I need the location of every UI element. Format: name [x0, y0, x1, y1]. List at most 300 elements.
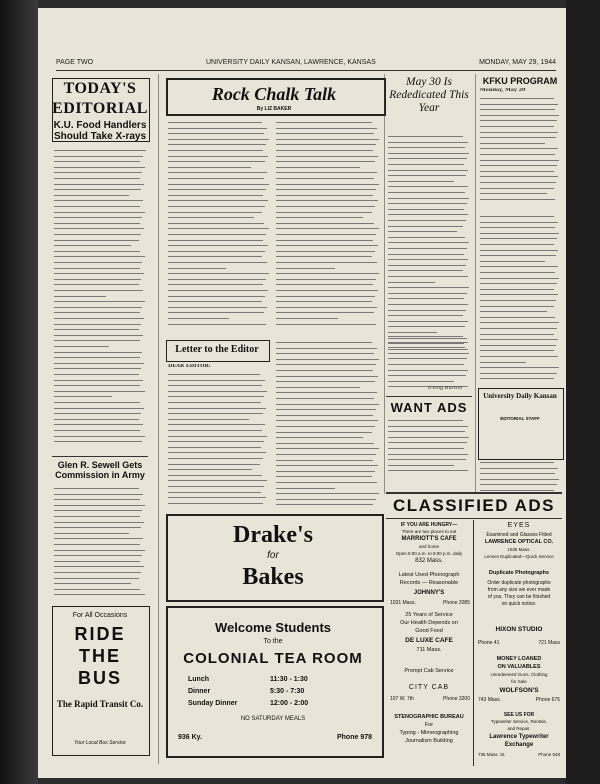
text-line — [168, 245, 268, 246]
text-line — [388, 181, 454, 182]
text-line — [54, 391, 145, 392]
drakes-line-1: Drake's — [233, 522, 313, 548]
text-line — [168, 396, 264, 397]
text-line — [54, 408, 144, 409]
text-line — [388, 164, 464, 165]
text-line — [276, 139, 379, 140]
text-line — [480, 233, 559, 234]
cab-l4: Phone 3200 — [443, 696, 470, 702]
text-line — [276, 234, 376, 235]
text-line — [54, 578, 139, 579]
deluxe-l5: 711 Mass. — [416, 647, 442, 653]
sunday-time: 12:00 - 2:00 — [270, 700, 309, 707]
text-line — [276, 415, 373, 416]
text-line — [54, 200, 143, 201]
text-line — [168, 251, 265, 252]
classified-top-rule — [386, 492, 562, 494]
text-line — [54, 385, 140, 386]
text-line — [276, 420, 378, 421]
text-line — [276, 342, 372, 343]
text-line — [276, 437, 363, 438]
text-line — [54, 318, 144, 319]
text-line — [276, 296, 375, 297]
text-line — [388, 336, 463, 337]
text-line — [388, 437, 469, 438]
text-line — [480, 244, 554, 245]
kansan-subscription — [480, 460, 560, 496]
text-line — [480, 339, 558, 340]
text-line — [388, 136, 463, 137]
text-line — [388, 231, 457, 232]
text-line — [54, 195, 129, 196]
text-line — [54, 234, 141, 235]
text-line — [54, 566, 144, 567]
text-line — [276, 212, 372, 213]
text-line — [480, 328, 557, 329]
text-line — [168, 458, 263, 459]
text-line — [168, 240, 263, 241]
text-line — [168, 469, 252, 470]
text-line — [276, 392, 377, 393]
text-line — [168, 228, 269, 229]
text-line — [54, 561, 140, 562]
cab-l1: Prompt Cab Service — [404, 668, 454, 674]
text-line — [276, 301, 372, 302]
text-line — [276, 273, 379, 274]
text-line — [276, 189, 376, 190]
text-line — [388, 242, 469, 243]
letter-title: Letter to the Editor — [175, 344, 259, 355]
text-line — [168, 189, 266, 190]
text-line — [388, 459, 466, 460]
text-line — [168, 290, 268, 291]
text-line — [54, 544, 140, 545]
text-line — [276, 476, 372, 477]
text-line — [54, 312, 140, 313]
money-l6: 743 Mass. — [478, 697, 502, 703]
text-line — [388, 342, 468, 343]
text-line — [388, 293, 467, 294]
rock-chalk-col-2 — [276, 120, 380, 332]
scan-left-edge — [0, 0, 38, 784]
text-line — [276, 133, 374, 134]
text-line — [276, 404, 379, 405]
lunch-time: 11:30 - 1:30 — [270, 676, 308, 683]
text-line — [276, 279, 376, 280]
text-line — [168, 475, 262, 476]
text-line — [388, 192, 465, 193]
text-line — [480, 171, 554, 172]
text-line — [276, 156, 378, 157]
text-line — [54, 363, 144, 364]
text-line — [480, 484, 557, 485]
text-line — [168, 144, 266, 145]
text-line — [276, 426, 375, 427]
typewriter-l5: Exchange — [504, 742, 534, 748]
text-line — [54, 368, 141, 369]
text-line — [480, 300, 556, 301]
text-line — [388, 298, 464, 299]
text-line — [54, 505, 145, 506]
text-line — [480, 362, 526, 363]
text-line — [480, 378, 554, 379]
text-line — [54, 256, 145, 257]
text-line — [388, 170, 468, 171]
text-line — [168, 284, 263, 285]
text-line — [54, 217, 142, 218]
records-l3: JOHNNY'S — [413, 590, 445, 596]
text-line — [54, 240, 139, 241]
text-line — [276, 381, 375, 382]
text-line — [168, 256, 262, 257]
kansan-staff-heading: EDITORIAL STAFF — [500, 416, 540, 421]
text-line — [276, 262, 377, 263]
text-line — [480, 317, 555, 318]
text-line — [388, 220, 466, 221]
text-line — [54, 352, 142, 353]
text-line — [168, 167, 251, 168]
text-line — [480, 238, 557, 239]
text-line — [54, 223, 140, 224]
text-line — [388, 265, 466, 266]
text-line — [480, 373, 557, 374]
kfku-continued — [480, 214, 560, 384]
text-line — [54, 583, 131, 584]
typewriter-l7: Phone 548 — [538, 752, 560, 757]
text-line — [480, 283, 557, 284]
text-line — [54, 522, 144, 523]
text-line — [54, 228, 144, 229]
text-line — [388, 364, 464, 365]
text-line — [168, 200, 268, 201]
text-line — [168, 150, 263, 151]
text-line — [168, 122, 262, 123]
want-ads-title: WANT ADS — [390, 400, 468, 415]
text-line — [54, 329, 139, 330]
text-line — [480, 356, 558, 357]
text-line — [276, 284, 373, 285]
text-line — [168, 178, 264, 179]
money-l7: Phone 675 — [535, 697, 560, 703]
text-line — [276, 228, 379, 229]
kfku-listings — [480, 96, 560, 206]
marriott-l5: Open 5:00 a.m. to 8:00 p.m. daily — [395, 551, 463, 556]
text-line — [276, 122, 372, 123]
text-line — [54, 262, 142, 263]
text-line — [480, 367, 559, 368]
text-line — [388, 347, 465, 348]
bus-ad-top: For All Occasions — [72, 612, 128, 619]
text-line — [276, 223, 374, 224]
text-line — [168, 273, 269, 274]
text-line — [168, 503, 263, 504]
text-line — [276, 195, 373, 196]
text-line — [168, 464, 260, 465]
duplicate-l4: of you. They can be finished — [487, 594, 551, 600]
text-line — [388, 237, 465, 238]
dinner-time: 5:30 - 7:30 — [270, 688, 305, 695]
text-line — [388, 454, 468, 455]
text-line — [54, 189, 141, 190]
text-line — [480, 479, 559, 480]
text-line — [54, 184, 144, 185]
issue-date: MONDAY, MAY 29, 1944 — [479, 59, 556, 66]
text-line — [480, 216, 554, 217]
records-l2: Records — Reasonable — [399, 580, 459, 586]
text-line — [168, 307, 267, 308]
text-line — [168, 402, 261, 403]
text-line — [54, 212, 145, 213]
duplicate-l5: on quick notice. — [501, 601, 537, 607]
text-line — [168, 172, 267, 173]
rock-chalk-byline: By LIZ BAKER — [256, 106, 292, 112]
typewriter-l3: and Repair. — [507, 726, 531, 731]
text-line — [54, 396, 112, 397]
text-line — [388, 381, 454, 382]
text-line — [276, 387, 360, 388]
text-line — [388, 209, 464, 210]
text-line — [388, 426, 468, 427]
text-line — [388, 326, 465, 327]
may30-col-1 — [388, 134, 470, 354]
lunch-label: Lunch — [188, 676, 209, 683]
text-line — [54, 307, 142, 308]
typewriter-l2: Typewriter Service, Rentals, — [490, 719, 548, 724]
text-line — [168, 318, 229, 319]
text-line — [388, 142, 468, 143]
text-line — [54, 206, 140, 207]
money-l4: for Sale — [511, 679, 527, 684]
text-line — [388, 214, 468, 215]
kansan-staff-title: University Daily Kansan — [483, 392, 557, 400]
text-line — [276, 443, 374, 444]
text-line — [54, 346, 109, 347]
newspaper-page — [38, 8, 566, 778]
money-l5: WOLFSON'S — [499, 687, 539, 694]
typewriter-l6: 735 Mass. St. — [478, 752, 506, 757]
text-line — [168, 380, 265, 381]
rock-chalk-title: Rock Chalk Talk — [211, 84, 337, 104]
text-line — [54, 424, 143, 425]
text-line — [276, 245, 378, 246]
text-line — [388, 147, 465, 148]
text-line — [276, 307, 377, 308]
text-line — [168, 441, 264, 442]
text-line — [276, 178, 374, 179]
text-line — [168, 161, 265, 162]
text-line — [276, 504, 373, 505]
text-line — [480, 104, 558, 105]
bus-ad-the: THE — [79, 646, 121, 666]
text-line — [54, 499, 140, 500]
text-line — [480, 137, 556, 138]
text-line — [168, 452, 266, 453]
text-line — [168, 262, 267, 263]
text-line — [168, 217, 254, 218]
text-line — [388, 198, 469, 199]
text-line — [168, 385, 262, 386]
text-line — [54, 441, 142, 442]
text-line — [168, 301, 262, 302]
text-line — [388, 282, 435, 283]
text-line — [276, 184, 379, 185]
want-ads-listings — [388, 418, 470, 478]
page-number: PAGE TWO — [56, 59, 94, 66]
text-line — [168, 234, 266, 235]
text-line — [276, 256, 372, 257]
text-line — [54, 572, 141, 573]
text-line — [168, 128, 267, 129]
text-line — [388, 203, 467, 204]
text-line — [480, 115, 559, 116]
text-line — [480, 148, 558, 149]
text-line — [276, 448, 379, 449]
text-line — [388, 431, 465, 432]
text-line — [480, 193, 547, 194]
text-line — [276, 359, 379, 360]
text-line — [480, 132, 558, 133]
text-line — [480, 334, 554, 335]
text-line — [168, 279, 266, 280]
text-line — [54, 527, 141, 528]
text-line — [480, 199, 555, 200]
no-saturday-meals: NO SATURDAY MEALS — [240, 716, 306, 722]
text-line — [480, 109, 555, 110]
paper-title: UNIVERSITY DAILY KANSAN, LAWRENCE, KANSAS — [206, 59, 376, 66]
text-line — [54, 488, 139, 489]
dinner-label: Dinner — [188, 688, 211, 695]
text-line — [480, 278, 559, 279]
text-line — [54, 402, 140, 403]
text-line — [276, 206, 375, 207]
may30-signature: Irving Burton — [428, 386, 463, 391]
text-line — [168, 497, 266, 498]
steno-l3: Typing - Mimeographing — [399, 730, 459, 736]
text-line — [388, 276, 468, 277]
text-line — [54, 172, 142, 173]
text-line — [168, 374, 260, 375]
text-line — [54, 516, 140, 517]
text-line — [276, 409, 376, 410]
text-line — [54, 430, 140, 431]
text-line — [168, 419, 249, 420]
text-line — [276, 432, 372, 433]
text-line — [480, 311, 547, 312]
text-line — [480, 272, 555, 273]
text-line — [168, 268, 226, 269]
colonial-address: 936 Ky. — [178, 734, 202, 741]
text-line — [388, 226, 463, 227]
text-line — [276, 471, 375, 472]
want-ads-rule — [386, 396, 472, 397]
text-line — [168, 296, 265, 297]
sewell-headline: Glen R. Sewell Gets Commission in Army — [55, 460, 145, 480]
deluxe-l2: Our Health Depends on — [400, 620, 458, 626]
text-line — [54, 290, 143, 291]
text-line — [276, 465, 378, 466]
text-line — [388, 470, 468, 471]
text-line — [276, 370, 373, 371]
text-line — [276, 499, 376, 500]
text-line — [276, 454, 376, 455]
text-line — [480, 227, 555, 228]
text-line — [388, 304, 468, 305]
text-line — [388, 186, 468, 187]
marriott-l6: 832 Mass. — [415, 558, 443, 564]
text-line — [54, 340, 140, 341]
text-line — [388, 375, 466, 376]
money-l1: MONEY LOANED — [496, 656, 542, 662]
text-line — [54, 296, 106, 297]
text-line — [54, 589, 140, 590]
text-line — [54, 245, 131, 246]
text-line — [388, 175, 466, 176]
records-l4: 1031 Mass. — [390, 600, 416, 606]
text-line — [388, 248, 467, 249]
masthead — [56, 56, 556, 71]
text-line — [54, 594, 145, 595]
money-l3: Unredeemed Guns, Clothing — [490, 672, 548, 677]
colonial-welcome: Welcome Students — [214, 620, 332, 635]
typewriter-l4: Lawrence Typewriter — [489, 734, 549, 740]
text-line — [54, 550, 145, 551]
text-line — [388, 321, 468, 322]
text-line — [480, 98, 554, 99]
letter-body-1 — [168, 372, 268, 508]
text-line — [54, 335, 143, 336]
text-line — [276, 240, 373, 241]
text-line — [276, 460, 373, 461]
text-line — [54, 324, 141, 325]
text-line — [168, 212, 262, 213]
text-line — [168, 480, 267, 481]
text-line — [54, 374, 139, 375]
text-line — [276, 150, 373, 151]
sewell-body — [54, 486, 146, 598]
text-line — [54, 380, 143, 381]
typewriter-l1: SEE US FOR — [503, 712, 535, 718]
text-line — [480, 176, 558, 177]
scan-right-edge — [566, 0, 600, 784]
text-line — [54, 178, 140, 179]
text-line — [480, 261, 545, 262]
text-line — [54, 301, 145, 302]
text-line — [480, 188, 554, 189]
text-line — [276, 200, 378, 201]
text-line — [276, 251, 375, 252]
duplicate-l2: Order duplicate photographs — [487, 580, 551, 586]
text-line — [168, 408, 266, 409]
drakes-line-2: for — [267, 550, 279, 561]
column-rule-3 — [475, 74, 476, 494]
editorial-body — [54, 148, 146, 446]
text-line — [276, 488, 335, 489]
text-line — [54, 555, 142, 556]
text-line — [388, 310, 466, 311]
text-line — [276, 482, 377, 483]
colonial-phone: Phone 978 — [336, 734, 372, 741]
editorial-kicker-1: TODAY'S — [63, 80, 137, 97]
text-line — [168, 447, 261, 448]
sunday-label: Sunday Dinner — [188, 700, 238, 707]
eyes-l1: Examined and Glasses Fitted — [486, 532, 552, 538]
text-line — [54, 156, 143, 157]
text-line — [168, 413, 263, 414]
text-line — [54, 533, 129, 534]
text-line — [54, 436, 145, 437]
steno-l4: Journalism Building — [405, 738, 453, 744]
text-line — [54, 161, 140, 162]
